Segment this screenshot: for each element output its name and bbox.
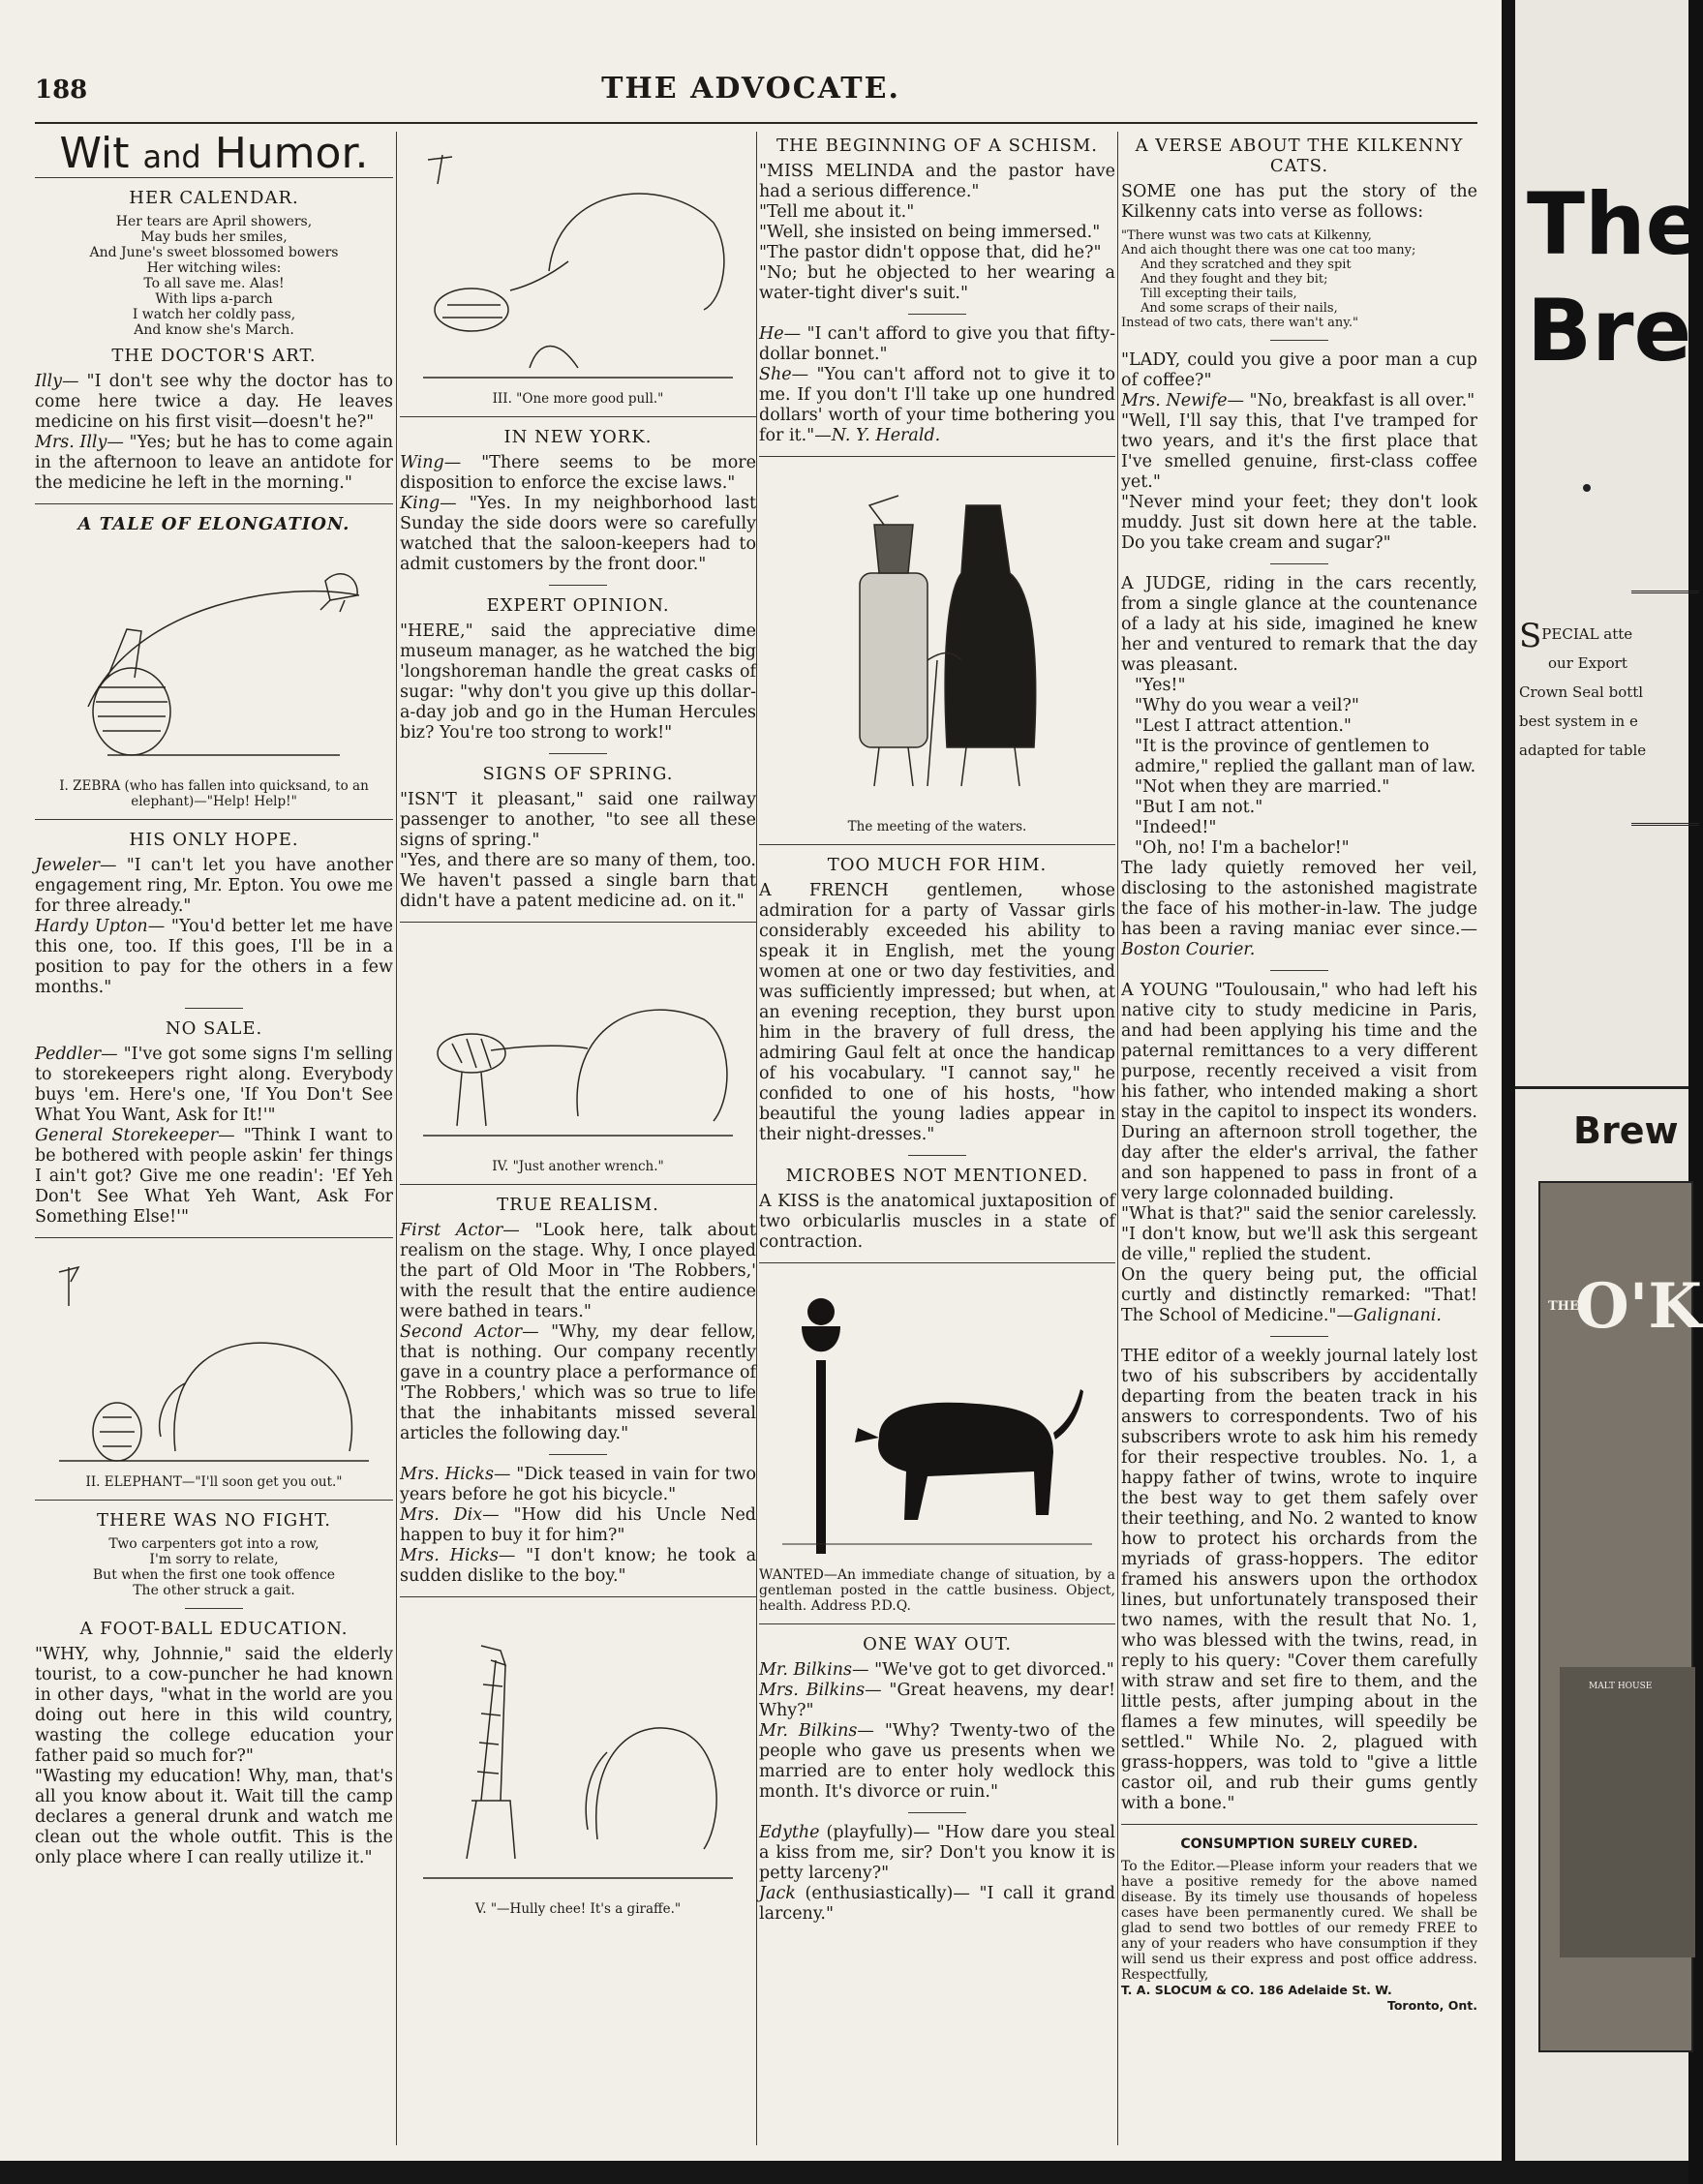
column-divider [1117,132,1118,2145]
header-rule [35,122,1477,124]
article-title: SIGNS OF SPRING. [482,764,674,784]
classified-notice: WANTED—An immediate change of situation, by a gentleman posted in the cattle business. Object, health. Address P.D.Q. [759,1567,1115,1614]
paragraph: Wing— "There seems to be more disposition to enforce the excise laws." [400,453,756,493]
article-title: THE BEGINNING OF A SCHISM. [776,136,1098,156]
paragraph: Mrs. Bilkins— "Great heavens, my dear! Why?" [759,1681,1115,1720]
paragraph: "HERE," said the appreciative dime museum manager, as he watched the big 'longshoreman handle the great casks of sugar: "why don't you give up this dollar-a-day job and go in the Human Hercules biz? You're too strong to work!" [400,622,756,743]
paragraph: On the query being put, the official curtly and distinctly remarked: "That! The School of Medicine."—Galignani. [1121,1265,1477,1325]
paragraph: Jack (enthusiastically)— "I call it grand larceny." [759,1884,1115,1924]
paragraph: Mrs. Hicks— "I don't know; he took a sudden dislike to the boy." [400,1546,757,1586]
figure-caption: II. ELEPHANT—"I'll soon get you out." [85,1474,343,1490]
paragraph: Edythe (playfully)— "How dare you steal a kiss from me, sir? Don't you know it is petty larceny?" [759,1823,1115,1883]
figure-caption: III. "One more good pull." [492,391,664,407]
article-title: NO SALE. [165,1018,263,1039]
article-title: THERE WAS NO FIGHT. [97,1510,331,1531]
paragraph: "LADY, could you give a poor man a cup of coffee?" [1121,350,1477,390]
article-title: IN NEW YORK. [503,427,653,447]
facing-headline: Bre [1527,281,1692,380]
running-head: THE ADVOCATE. [601,72,900,106]
cartoon-elephant-zebra [49,1248,379,1471]
paragraph: "The pastor didn't oppose that, did he?" [759,243,1102,262]
paragraph: "Well, I'll say this, that I've tramped for two years, and it's the first place that I've smelled genuine, first-class coffee yet." [1121,411,1477,492]
column-3 [759,132,1115,2145]
facing-poster: THE O'K MALT HOUSE [1538,1181,1693,2052]
paragraph: Mrs. Dix— "How did his Uncle Ned happen to buy it for him?" [400,1505,756,1545]
paragraph: "Wasting my education! Why, man, that's all you know about it. Wait till the camp declares a general drunk and watch me clean out the whole outfit. This is the only place where I can really utilize it." [35,1767,393,1867]
paragraph: A JUDGE, riding in the cars recently, from a single glance at the countenance of a lady at his side, imagined he knew her and ventured to remark that the day was pleasant. [1121,574,1477,675]
article-title: A TALE OF ELONGATION. [77,514,350,534]
advertiser-signature: T. A. SLOCUM & CO. 186 Adelaide St. W. [1121,1983,1392,1997]
figure-caption: V. "—Hully chee! It's a giraffe." [474,1901,682,1917]
paragraph: "Never mind your feet; they don't look muddy. Just sit down here at the table. Do you take cream and sugar?" [1121,493,1477,553]
advertiser-city: Toronto, Ont. [1386,1998,1477,2013]
paragraph: SOME one has put the story of the Kilkenny cats into verse as follows: [1121,182,1477,222]
paragraph: "What is that?" said the senior carelessly. [1121,1204,1477,1224]
paragraph: "No; but he objected to her wearing a water-tight diver's suit." [759,263,1115,303]
column-2 [400,132,756,2145]
poem: Her tears are April showers, May buds her smiles, And June's sweet blossomed bowers Her witching wiles: To all save me. Alas! With lips a-parch I watch her coldly pass, And know she's March. [89,214,339,338]
cartoon-wrench [413,932,743,1155]
paragraph: Mrs. Illy— "Yes; but he has to come again in the afternoon to leave an antidote for the medicine he left in the morning." [35,433,393,493]
paragraph: King— "Yes. In my neighborhood last Sunday the side doors were so carefully watched that the saloon-keepers had to admit customers by the front door." [400,494,756,574]
article-title: THE DOCTOR'S ART. [111,346,317,366]
cartoon-giraffe [413,1607,743,1897]
cartoon-siphon-and-bottle [792,467,1082,815]
paragraph: A KISS is the anatomical juxtaposition of two orbicularlis muscles in a state of contraction. [759,1192,1115,1252]
article-title: HER CALENDAR. [129,188,299,208]
advertisement-title: CONSUMPTION SURELY CURED. [1180,1836,1418,1852]
paragraph: He— "I can't afford to give you that fifty-dollar bonnet." [759,324,1115,364]
facing-subhead: Brew [1573,1109,1679,1152]
paragraph: She— "You can't afford not to give it to me. If you don't I'll take up one hundred dollars' worth of your time bothering you for it."—N. Y. Herald. [759,365,1115,445]
paragraph: Second Actor— "Why, my dear fellow, that is nothing. Our company recently gave in a country place a performance of 'The Robbers,' which was so true to life that the inhabitants missed several articles the following day." [400,1322,756,1443]
figure-caption: I. ZEBRA (who has fallen into quicksand, to an elephant)—"Help! Help!" [59,778,369,809]
article-title: EXPERT OPINION. [486,595,670,616]
facing-headline: The [1527,174,1703,274]
column-divider [396,132,397,2145]
paragraph: "Tell me about it." [759,202,915,222]
scan-border [0,2161,1688,2184]
paragraph: "Yes, and there are so many of them, too. We haven't passed a single barn that didn't have a patent medicine ad. on it." [400,851,756,911]
paragraph: Hardy Upton— "You'd better let me have this one, too. If this goes, I'll be in a position to pay for the others in a few months." [35,917,393,997]
advertisement-text: To the Editor.—Please inform your readers that we have a positive remedy for the above named disease. By its timely use thousands of hopeless cases have been permanently cured. We shall be glad to send two bottles of our remedy FREE to any of your readers who have consumption if they will send us their express and post office address. Respectfully, [1121,1859,1477,1983]
article-title: TRUE REALISM. [497,1195,659,1215]
paragraph: Illy— "I don't see why the doctor has to come here twice a day. He leaves medicine on his first visit—doesn't he?" [35,372,393,432]
figure-caption: IV. "Just another wrench." [492,1159,664,1174]
article-title: A VERSE ABOUT THE KILKENNY CATS. [1135,136,1464,176]
poem: Two carpenters got into a row, I'm sorry to relate, But when the first one took offence The other struck a gait. [92,1536,336,1598]
facing-page-edge: The Bre SPECIAL atte our Export Crown Seal bottl best system in e adapted for table Brew THE O'K MALT HOUSE [1515,0,1688,2161]
paragraph: "WHY, why, Johnnie," said the elderly tourist, to a cow-puncher he had known in other days, "what in the world are you doing out here in this wild country, wasting the college education your father paid so much for?" [35,1645,393,1766]
paragraph: Mr. Bilkins— "Why? Twenty-two of the people who gave us presents when we married are to enter holy wedlock this month. It's divorce or ruin." [759,1721,1115,1802]
silhouette-bull-and-man [773,1273,1102,1563]
page-number: 188 [35,76,88,105]
column-4 [1121,132,1477,2145]
paragraph: "Well, she insisted on being immersed." [759,223,1101,242]
paragraph: General Storekeeper— "Think I want to be bothered with people askin' fer things I ain't got? Give me one readin': 'Ef Yeh Don't See What Yeh Want, Ask For Something Else!'" [35,1126,393,1227]
paragraph: A YOUNG "Toulousain," who had left his native city to study medicine in Paris, and had been applying his time and the paternal remittances to a very different purpose, recently received a visit from his father, who intended making a short stay in the capitol to inspect its wonders. During an afternoon stroll together, the day after the elder's arrival, the father and son happened to pass in front of a very large colonnaded building. [1121,981,1477,1203]
poem: "There wunst was two cats at Kilkenny, And aich thought there was one cat too many; And they scratched and they spit And they fought and they bit; Till excepting their tails, And some scraps of their nails, Instead of two cats, there wan't any." [1121,228,1416,330]
article-title: A FOOT-BALL EDUCATION. [79,1619,349,1639]
article-title: HIS ONLY HOPE. [129,830,299,850]
paragraph: The lady quietly removed her veil, disclosing to the astonished magistrate the face of his mother-in-law. The judge has been a raving maniac ever since.—Boston Courier. [1121,859,1477,959]
paragraph: Peddler— "I've got some signs I'm selling to storekeepers right along. Everybody buys 'em. Here's one, 'If You Don't See What You Want, Ask for It!'" [35,1045,393,1125]
paragraph: A FRENCH gentlemen, whose admiration for a party of Vassar girls considerably exceeded his ability to speak it in English, met the young women at one or two day festivities, and was sufficiently impressed; but when, at an evening reception, they burst upon him in the bravery of full dress, the admiring Gaul felt at once the handicap of his vocabulary. "I cannot say," he confided to one of his hosts, "how beautiful the young ladies appear in their night-dresses." [759,881,1115,1144]
article-title: ONE WAY OUT. [863,1634,1012,1654]
dialogue: "Yes!" "Why do you wear a veil?" "Lest I attract attention." "It is the province of gentlemen to admire," replied the gallant man of law. "Not when they are married." "But I am not." "Indeed!" "Oh, no! I'm a bachelor!" [1135,676,1476,858]
article-title: MICROBES NOT MENTIONED. [785,1166,1089,1186]
article-title: TOO MUCH FOR HIM. [827,855,1048,875]
paragraph: "MISS MELINDA and the pastor have had a serious difference." [759,162,1115,201]
paragraph: "ISN'T it pleasant," said one railway passenger to another, "to see all these signs of spring." [400,790,756,850]
paragraph: Mr. Bilkins— "We've got to get divorced." [759,1660,1114,1680]
column-divider [756,132,757,2145]
column-1 [35,129,393,2145]
paragraph: First Actor— "Look here, talk about realism on the stage. Why, I once played the part of Old Moor in 'The Robbers,' with the result that the entire audience were bathed in tears." [400,1221,756,1321]
cartoon-pulling-zebra [413,145,743,387]
paragraph: THE editor of a weekly journal lately lost two of his subscribers by accidentally departing from the beaten track in his answers to correspondents. Two of his subscribers wrote to ask him his remedy for their respective troubles. No. 1, a happy father of twins, wrote to inquire the best way to get them safely over their teething, and No. 2 wanted to know how to protect his orchards from the myriads of grass-hoppers. The editor framed his answers upon the orthodox lines, but unfortunately transposed their two names, with the result that No. 1, who was blessed with the twins, read, in reply to his query: "Cover them carefully with straw and set fire to them, and the little pests, after jumping about in the flames a few minutes, will speedily be settled." While No. 2, plagued with grass-hoppers, was told to "give a little castor oil, and rub their gums gently with a bone." [1121,1347,1477,1813]
paragraph: Mrs. Newife— "No, breakfast is all over." [1121,391,1475,410]
paragraph: Jeweler— "I can't let you have another engagement ring, Mr. Epton. You owe me for three already." [35,856,393,916]
section-masthead: Wit and Humor. [59,129,369,178]
paragraph: Mrs. Hicks— "Dick teased in vain for two years before he got his bicycle." [400,1465,756,1504]
cartoon-zebra-quicksand [49,542,379,774]
figure-caption: The meeting of the waters. [847,819,1027,834]
paragraph: "I don't know, but we'll ask this sergeant de ville," replied the student. [1121,1225,1477,1264]
